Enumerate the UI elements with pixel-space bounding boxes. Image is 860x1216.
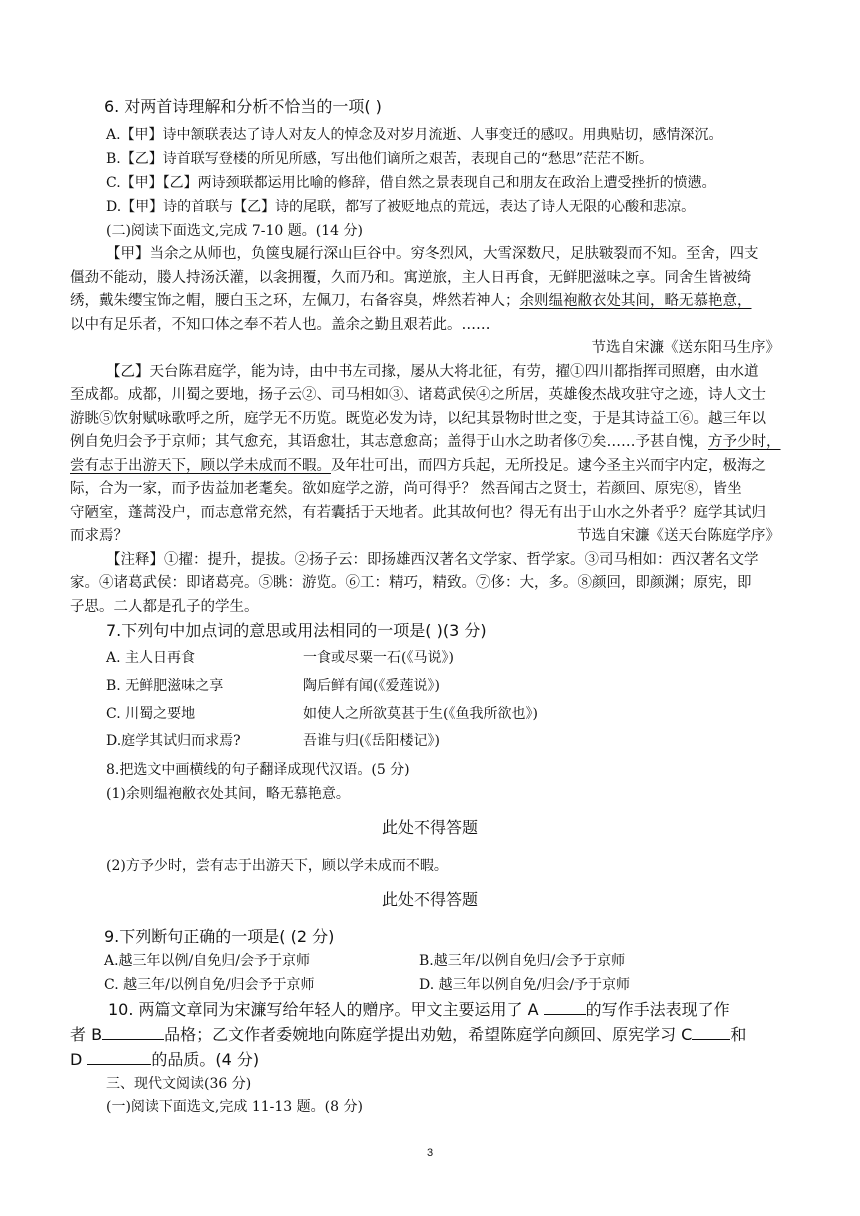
q9-option-a: A.越三年以例/自免归/会予于京师 [104,953,310,969]
q7-row-c-left: C. 川蜀之要地 [106,706,196,722]
yi-source: 节选自宋濂《送天台陈庭学序》 [577,528,780,544]
q10-line-2: 者 B 品格；乙文作者委婉地向陈庭学提出劝勉，希望陈庭学向颜回、原宪学习 C 和 [70,1025,747,1044]
jia-line-4: 以中有足乐者，不知口体之奉不若人也。盖余之勤且艰若此。…… [70,317,491,333]
q7-row-b-left: B. 无鲜肥滋味之享 [106,678,224,694]
q10-blank-b[interactable] [102,1023,164,1040]
jia-underlined-sentence: 余则缊袍敝衣处其间，略无慕艳意， [519,293,752,309]
q9-option-d: D. 越三年以例自免/归会/予于京师 [419,977,631,993]
q7-stem: 7.下列句中加点词的意思或用法相同的一项是( )(3 分) [106,621,487,640]
q6-option-c: C.【甲】【乙】两诗颈联都运用比喻的修辞，借自然之景表现自己和朋友在政治上遭受挫折的愤懑。 [106,175,716,191]
q8-sentence-2: (2)方予少时，尝有志于出游天下，顾以学未成而不暇。 [106,858,448,874]
q8-sentence-1: (1)余则缊袍敝衣处其间，略无慕艳意。 [106,786,350,802]
jia-line-1: 【甲】当余之从师也，负箧曳屣行深山巨谷中。穷冬烈风，大雪深数尺，足肤皲裂而不知。至舍，四支 [106,246,759,262]
q10-blank-a[interactable] [544,998,586,1015]
q10-line-3: D 的品质。(4 分) [70,1050,260,1069]
q7-row-b-right: 陶后鲜有闻(《爱莲说》) [303,678,440,694]
q7-row-c-right: 如使人之所欲莫甚于生(《鱼我所欲也》) [303,706,538,722]
q7-row-d-left: D.庭学其试归而求焉? [106,733,241,749]
q6-stem: 6. 对两首诗理解和分析不恰当的一项( ) [104,97,382,116]
jia-line-2: 僵劲不能动，媵人持汤沃灌，以衾拥覆，久而乃和。寓逆旅，主人日再食，无鲜肥滋味之享。同舍生皆被绮 [70,270,752,286]
q10-blank-c[interactable] [692,1023,730,1040]
notes-line-1: 【注释】①擢：提升，提拔。②扬子云：即扬雄西汉著名文学家、哲学家。③司马相如：西汉著名文学 [106,552,759,568]
yi-line-1: 【乙】天台陈君庭学，能为诗，由中书左司掾，屡从大将北征，有劳，擢①四川都指挥司照磨，由水道 [106,364,759,380]
yi-underlined-part-2: 尝有志于出游天下，顾以学未成而不暇。 [70,458,331,474]
q9-option-b: B.越三年/以例自免归/会予于京师 [419,953,626,969]
q9-stem: 9.下列断句正确的一项是( (2 分) [104,927,335,946]
section3-title: 三、现代文阅读(36 分) [106,1076,252,1092]
yi-line-5: 尝有志于出游天下，顾以学未成而不暇。及年壮可出，而四方兵起，无所投足。逮今圣主兴而宇内定，极海之 [70,458,766,474]
q6-option-a: A.【甲】诗中颔联表达了诗人对友人的悼念及对岁月流逝、人事变迁的感叹。用典贴切，感情深沉。 [106,127,723,143]
q7-row-a-left: A. 主人日再食 [106,650,196,666]
no-answer-zone-1: 此处不得答题 [381,818,478,837]
yi-underlined-part-1: 方予少时， [708,434,781,450]
no-answer-zone-2: 此处不得答题 [381,890,478,909]
q6-option-b: B.【乙】诗首联写登楼的所见所感，写出他们谪所之艰苦，表现自己的“愁思”茫茫不断。 [106,151,654,167]
yi-line-6: 际，合为一家，而予齿益加老耄矣。欲如庭学之游，尚可得乎？ 然吾闻古之贤士，若颜回、原宪⑧，皆坐 [70,481,742,497]
section2-intro: (二)阅读下面选文,完成 7-10 题。(14 分) [106,223,363,239]
q8-stem: 8.把选文中画横线的句子翻译成现代汉语。(5 分) [106,762,410,778]
yi-line-2: 至成都。成都，川蜀之要地，扬子云②、司马相如③、诸葛武侯④之所居，英雄俊杰战攻驻守之迹，诗人文士 [70,387,766,403]
q6-option-d: D.【甲】诗的首联与【乙】诗的尾联，都写了被贬地点的荒远，表达了诗人无限的心酸和悲凉。 [106,199,696,215]
q7-row-a-right: 一食或尽粟一石(《马说》) [303,650,454,666]
q7-row-d-right: 吾谁与归(《岳阳楼记》) [303,733,440,749]
jia-source: 节选自宋濂《送东阳马生序》 [591,340,780,356]
yi-line-3: 游眺⑤饮射赋咏歌呼之所，庭学无不历览。既览必发为诗，以纪其景物时世之变，于是其诗益工⑥。越三年以 [70,411,766,427]
notes-line-2: 家。④诸葛武侯：即诸葛亮。⑤眺：游览。⑥工：精巧，精致。⑦侈：大，多。⑧颜回，即颜渊；原宪，即 [70,575,752,591]
notes-line-3: 子思。二人都是孔子的学生。 [70,599,259,615]
q10-line-1: 10. 两篇文章同为宋濂写给年轻人的赠序。甲文主要运用了 A 的写作手法表现了作 [108,1000,730,1019]
jia-line-3: 绣，戴朱缨宝饰之帽，腰白玉之环，左佩刀，右备容臭，烨然若神人；余则缊袍敝衣处其间，略无慕艳意， [70,293,752,309]
yi-line-8: 而求焉？ [70,528,128,544]
yi-line-4: 例自免归会予于京师；其气愈充，其语愈壮，其志意愈高；盖得于山水之助者侈⑦矣……予甚自愧，方予少时， [70,434,781,450]
q9-option-c: C. 越三年/以例自免/归会予于京师 [104,977,315,993]
section3-intro: (一)阅读下面选文,完成 11-13 题。(8 分) [106,1099,363,1115]
yi-line-7: 守陋室，蓬蒿没户，而志意常充然，有若囊括于天地者。此其故何也？得无有出于山水之外者乎？庭学其试归 [70,505,766,521]
page-number: 3 [426,1147,434,1159]
q10-blank-d[interactable] [87,1048,151,1065]
